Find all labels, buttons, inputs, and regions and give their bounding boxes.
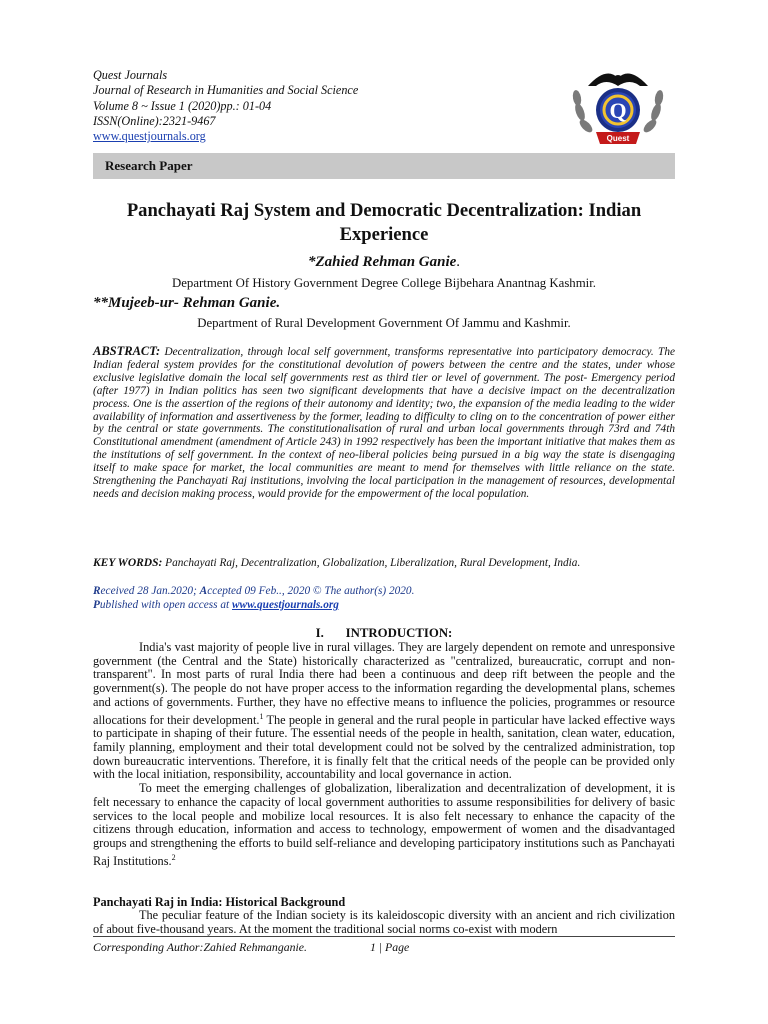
journal-volume: Volume 8 ~ Issue 1 (2020)pp.: 01-04 bbox=[93, 98, 272, 113]
page-number: 1 | Page bbox=[370, 940, 410, 954]
received-line: Received 28 Jan.2020; Accepted 09 Feb.., 2020 © The author(s) 2020. bbox=[93, 585, 415, 597]
author-2 bbox=[93, 294, 280, 312]
subsection-heading: Panchayati Raj in India: Historical Background bbox=[93, 895, 346, 909]
published-line: Published with open access at www.questjournals.org bbox=[93, 599, 339, 611]
page-footer bbox=[93, 940, 410, 955]
author-1-suffix: . bbox=[456, 254, 461, 270]
published-url-link[interactable]: www.questjournals.org bbox=[232, 599, 339, 611]
author-1-affiliation: Department Of History Government Degree College Bijbehara Anantnag Kashmir. bbox=[172, 276, 596, 290]
background-body bbox=[93, 909, 675, 936]
keywords-label: KEY WORDS: bbox=[93, 557, 163, 569]
keywords-text: Panchayati Raj, Decentralization, Globalization, Liberalization, Rural Development, India. bbox=[162, 557, 581, 569]
section-title: INTRODUCTION: bbox=[345, 626, 453, 640]
abstract-label: ABSTRACT: bbox=[93, 344, 161, 358]
corresponding-author: Corresponding Author:Zahied Rehmanganie. bbox=[93, 940, 307, 954]
background-paragraph-1: The peculiar feature of the Indian society is its kaleidoscopic diversity with an ancient and rich civilization of about five-thousand years. At the moment the traditional social norms co-exist with modern bbox=[93, 908, 675, 936]
paper-type-label: Research Paper bbox=[105, 158, 193, 173]
journal-issn: ISSN(Online):2321-9467 bbox=[93, 113, 216, 128]
abstract-text: Decentralization, through local self government, transforms representative into participatory democracy. The Indian federal system provides for the constitutional devolution of powers between the centre and the states, under whose exclusive legislative domain the local self governments rest as third tier or level of government. The post- Emergency period (after 1977) in Indian politics has seen two significant developments that have a decisive impact on the decentralization process. One is the assertion of the regions of their autonomy and identity; two, the expansion of the media leading to the wider availability of information and assertiveness by the former, leading to difficulty to cling on to the concentration of power either by the central or state governments. The constitutionalisation of rural and urban local governments through 73rd and 74th Constitutional amendment (amendment of Article 243) in 1992 respectively has been the important initiative that makes them as the institutions of self government. In the context of neo-liberal policies being pursued in a big way the state is disengaging itself to make space for market, the local communities are meant to mend for themselves with little reliance on the state. Strengthening the Panchayati Raj institutions, involving the local participation in the management of resources, developmental needs and decision making process, would provide for the empowerment of the local population. bbox=[93, 346, 675, 500]
journal-subtitle: Journal of Research in Humanities and Social Science bbox=[93, 83, 359, 98]
journal-header bbox=[93, 68, 358, 144]
footnote-ref-2: 2 bbox=[171, 852, 176, 862]
paper-type-bar bbox=[93, 153, 675, 179]
abstract bbox=[93, 345, 675, 501]
author-2-affiliation: Department of Rural Development Government Of Jammu and Kashmir. bbox=[197, 316, 571, 330]
footer-divider bbox=[93, 936, 675, 937]
received-info bbox=[93, 584, 675, 612]
footnote-ref-1: 1 bbox=[259, 711, 264, 721]
quest-journal-logo bbox=[566, 64, 670, 152]
journal-url-link[interactable]: www.questjournals.org bbox=[93, 129, 206, 144]
author-1 bbox=[0, 253, 768, 271]
logo-banner-text: Quest bbox=[606, 134, 630, 143]
logo-letter: Q bbox=[609, 98, 627, 123]
section-heading-introduction bbox=[93, 626, 675, 641]
keywords bbox=[93, 557, 675, 569]
author-1-name: *Zahied Rehman Ganie bbox=[307, 254, 457, 270]
introduction-body bbox=[93, 641, 675, 868]
intro-paragraph-2: To meet the emerging challenges of globalization, liberalization and decentralization of development, it is felt necessary to enhance the capacity of local government authorities to assume responsibilities for delivery of basic services to the local people and mobilize local resources. It is also felt necessary to enhance the capacity of the citizens through education, information and access to technology, empowerment of women and the disadvantaged groups and strengthening the efforts to build self-reliance and developing participatory institutions such as Panchayati Raj Institutions.$^2$ bbox=[93, 781, 675, 868]
author-2-name: **Mujeeb-ur- Rehman Ganie. bbox=[93, 295, 281, 311]
journal-name: Quest Journals bbox=[93, 68, 168, 82]
section-number: I. bbox=[315, 626, 324, 640]
paper-title: Panchayati Raj System and Democratic Decentralization: Indian Experience bbox=[126, 200, 642, 245]
intro-paragraph-1: India's vast majority of people live in rural villages. They are largely dependent on remote and unresponsive government (the Central and the State) historically characterized as "centralized, bureaucratic, corrupt and non-transparent". In most parts of rural India there had been a continuous and deep rift between the people and the government(s). The people do not have proper access to the information regarding the developmental plans, schemes and actions of governments. Further, they have no effective means to influence the policies, programmes or resource allocations for their development.$^1$ The people in general and the rural people in particular have lacked effective ways to participate in shaping of their future. The essential needs of the people in health, sanitation, clean water, education, family planning, employment and their total development could not be solved by the centralized administration, top down bureaucratic interventions. Therefore, it is finally felt that the critical needs of the people can be provided only with the local initiation, responsibility, accountability and local governance in action. bbox=[93, 640, 675, 782]
